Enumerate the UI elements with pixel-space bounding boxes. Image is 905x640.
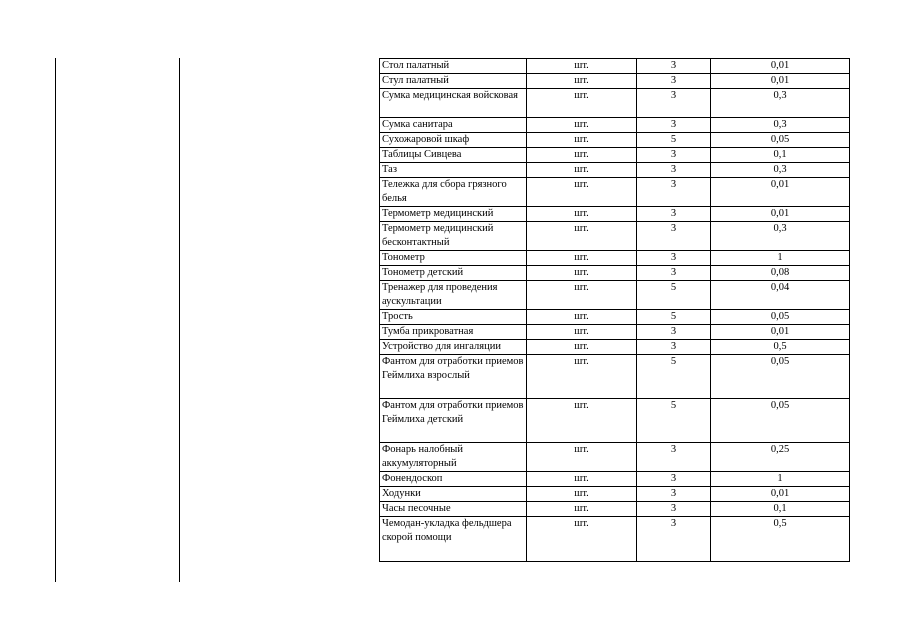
coefficient-cell: 0,05 — [711, 310, 850, 325]
item-name-cell: Ходунки — [380, 487, 527, 502]
coefficient-cell: 0,01 — [711, 178, 850, 207]
coefficient-cell: 0,3 — [711, 118, 850, 133]
equipment-table — [379, 58, 850, 562]
quantity-cell: 5 — [637, 310, 711, 325]
table-row — [380, 502, 850, 517]
item-name-cell: Таблицы Сивцева — [380, 148, 527, 163]
table-row — [380, 74, 850, 89]
unit-cell: шт. — [527, 207, 637, 222]
quantity-cell: 3 — [637, 74, 711, 89]
quantity-cell: 3 — [637, 118, 711, 133]
table-row — [380, 59, 850, 74]
coefficient-cell: 0,01 — [711, 325, 850, 340]
table-row — [380, 222, 850, 251]
unit-cell: шт. — [527, 178, 637, 207]
item-name-cell: Фонарь налобный аккумуляторный — [380, 443, 527, 472]
item-name-cell: Сухожаровой шкаф — [380, 133, 527, 148]
table-row — [380, 89, 850, 118]
unit-cell: шт. — [527, 266, 637, 281]
table-row — [380, 251, 850, 266]
table-row — [380, 340, 850, 355]
coefficient-cell: 0,3 — [711, 222, 850, 251]
table-row — [380, 310, 850, 325]
item-name-cell: Сумка санитара — [380, 118, 527, 133]
coefficient-cell: 0,01 — [711, 487, 850, 502]
table-row — [380, 443, 850, 472]
table-row — [380, 178, 850, 207]
unit-cell: шт. — [527, 118, 637, 133]
item-name-cell: Тонометр — [380, 251, 527, 266]
item-name-cell: Устройство для ингаляции — [380, 340, 527, 355]
item-name-cell: Часы песочные — [380, 502, 527, 517]
quantity-cell: 3 — [637, 59, 711, 74]
coefficient-cell: 0,01 — [711, 59, 850, 74]
unit-cell: шт. — [527, 163, 637, 178]
unit-cell: шт. — [527, 222, 637, 251]
coefficient-cell: 0,04 — [711, 281, 850, 310]
coefficient-cell: 0,05 — [711, 133, 850, 148]
coefficient-cell: 0,25 — [711, 443, 850, 472]
table-row — [380, 281, 850, 310]
item-name-cell: Сумка медицинская войсковая — [380, 89, 527, 118]
quantity-cell: 5 — [637, 355, 711, 399]
quantity-cell: 3 — [637, 266, 711, 281]
quantity-cell: 5 — [637, 133, 711, 148]
unit-cell: шт. — [527, 399, 637, 443]
quantity-cell: 3 — [637, 502, 711, 517]
item-name-cell: Тонометр детский — [380, 266, 527, 281]
quantity-cell: 3 — [637, 443, 711, 472]
left-margin-line-1 — [55, 58, 56, 582]
quantity-cell: 3 — [637, 517, 711, 562]
coefficient-cell: 0,3 — [711, 163, 850, 178]
unit-cell: шт. — [527, 355, 637, 399]
quantity-cell: 3 — [637, 207, 711, 222]
quantity-cell: 3 — [637, 178, 711, 207]
quantity-cell: 3 — [637, 340, 711, 355]
coefficient-cell: 0,05 — [711, 399, 850, 443]
item-name-cell: Термометр медицинский — [380, 207, 527, 222]
table-row — [380, 207, 850, 222]
unit-cell: шт. — [527, 325, 637, 340]
quantity-cell: 3 — [637, 325, 711, 340]
unit-cell: шт. — [527, 487, 637, 502]
coefficient-cell: 0,01 — [711, 74, 850, 89]
quantity-cell: 3 — [637, 472, 711, 487]
quantity-cell: 3 — [637, 148, 711, 163]
table-row — [380, 472, 850, 487]
item-name-cell: Тренажер для проведения аускультации — [380, 281, 527, 310]
unit-cell: шт. — [527, 310, 637, 325]
item-name-cell: Таз — [380, 163, 527, 178]
item-name-cell: Чемодан-укладка фельдшера скорой помощи — [380, 517, 527, 562]
coefficient-cell: 0,01 — [711, 207, 850, 222]
table-row — [380, 133, 850, 148]
coefficient-cell: 0,08 — [711, 266, 850, 281]
table-row — [380, 118, 850, 133]
quantity-cell: 5 — [637, 399, 711, 443]
table-row — [380, 517, 850, 562]
table-row — [380, 163, 850, 178]
equipment-table-body — [380, 59, 850, 562]
unit-cell: шт. — [527, 517, 637, 562]
coefficient-cell: 0,1 — [711, 502, 850, 517]
item-name-cell: Фантом для отработки приемов Геймлиха детский — [380, 399, 527, 443]
quantity-cell: 3 — [637, 487, 711, 502]
quantity-cell: 3 — [637, 251, 711, 266]
coefficient-cell: 0,3 — [711, 89, 850, 118]
item-name-cell: Фонендоскоп — [380, 472, 527, 487]
unit-cell: шт. — [527, 281, 637, 310]
quantity-cell: 5 — [637, 281, 711, 310]
table-row — [380, 325, 850, 340]
table-row — [380, 399, 850, 443]
quantity-cell: 3 — [637, 89, 711, 118]
item-name-cell: Стол палатный — [380, 59, 527, 74]
table-row — [380, 148, 850, 163]
coefficient-cell: 0,05 — [711, 355, 850, 399]
coefficient-cell: 1 — [711, 472, 850, 487]
unit-cell: шт. — [527, 443, 637, 472]
item-name-cell: Трость — [380, 310, 527, 325]
unit-cell: шт. — [527, 148, 637, 163]
unit-cell: шт. — [527, 472, 637, 487]
quantity-cell: 3 — [637, 163, 711, 178]
left-margin-line-2 — [179, 58, 180, 582]
unit-cell: шт. — [527, 133, 637, 148]
unit-cell: шт. — [527, 59, 637, 74]
coefficient-cell: 0,1 — [711, 148, 850, 163]
item-name-cell: Фантом для отработки приемов Геймлиха взрослый — [380, 355, 527, 399]
unit-cell: шт. — [527, 340, 637, 355]
unit-cell: шт. — [527, 74, 637, 89]
table-row — [380, 355, 850, 399]
unit-cell: шт. — [527, 89, 637, 118]
item-name-cell: Тележка для сбора грязного белья — [380, 178, 527, 207]
item-name-cell: Термометр медицинский бесконтактный — [380, 222, 527, 251]
coefficient-cell: 0,5 — [711, 517, 850, 562]
coefficient-cell: 0,5 — [711, 340, 850, 355]
table-row — [380, 487, 850, 502]
table-row — [380, 266, 850, 281]
item-name-cell: Стул палатный — [380, 74, 527, 89]
unit-cell: шт. — [527, 251, 637, 266]
item-name-cell: Тумба прикроватная — [380, 325, 527, 340]
unit-cell: шт. — [527, 502, 637, 517]
coefficient-cell: 1 — [711, 251, 850, 266]
quantity-cell: 3 — [637, 222, 711, 251]
